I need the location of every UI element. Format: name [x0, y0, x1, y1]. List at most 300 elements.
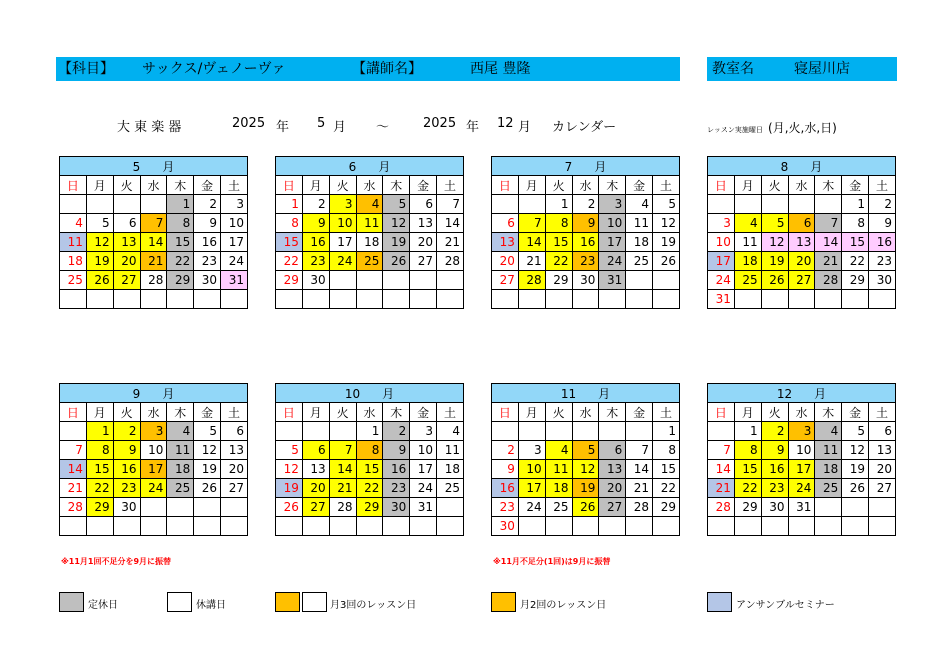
- day-cell: 13: [113, 233, 140, 252]
- day-cell: 12: [653, 214, 680, 233]
- day-cell: 21: [437, 233, 464, 252]
- day-cell: 26: [653, 252, 680, 271]
- day-cell: 10: [221, 214, 248, 233]
- empty-cell: [761, 290, 788, 309]
- day-cell: 10: [329, 214, 356, 233]
- weekday-header: 金: [842, 176, 869, 195]
- empty-cell: [410, 271, 437, 290]
- empty-cell: [869, 290, 896, 309]
- weekday-header: 水: [356, 403, 383, 422]
- empty-cell: [815, 290, 842, 309]
- room-value: 寝屋川店: [794, 61, 850, 77]
- month-number: 9: [132, 386, 141, 401]
- empty-cell: [60, 290, 87, 309]
- weekday-header: 日: [276, 403, 303, 422]
- day-cell: 24: [599, 252, 626, 271]
- day-cell: 16: [761, 460, 788, 479]
- day-cell: 4: [626, 195, 653, 214]
- calendar-month: [59, 383, 248, 536]
- day-cell: 14: [60, 460, 87, 479]
- day-cell: 17: [410, 460, 437, 479]
- day-cell: 15: [356, 460, 383, 479]
- day-cell: 1: [734, 422, 761, 441]
- day-cell: 24: [788, 479, 815, 498]
- end-month: 12: [497, 116, 514, 131]
- empty-cell: [653, 271, 680, 290]
- empty-cell: [842, 517, 869, 536]
- weekday-header: 金: [410, 176, 437, 195]
- day-cell: 2: [194, 195, 221, 214]
- day-cell: 2: [869, 195, 896, 214]
- month-suffix: 月: [378, 159, 391, 174]
- calendar-month: [59, 156, 248, 309]
- weekday-header: 金: [626, 176, 653, 195]
- day-cell: 1: [167, 195, 194, 214]
- day-cell: 22: [167, 252, 194, 271]
- day-cell: 27: [788, 271, 815, 290]
- week-row: [492, 195, 680, 214]
- week-row: [60, 460, 248, 479]
- day-cell: 24: [410, 479, 437, 498]
- day-cell: 16: [194, 233, 221, 252]
- day-cell: 11: [356, 214, 383, 233]
- day-cell: 27: [221, 479, 248, 498]
- week-row: [60, 422, 248, 441]
- week-row: [60, 479, 248, 498]
- empty-cell: [140, 517, 167, 536]
- day-cell: 7: [626, 441, 653, 460]
- month-number: 6: [348, 159, 357, 174]
- empty-cell: [302, 517, 329, 536]
- day-cell: 11: [734, 233, 761, 252]
- day-cell: 25: [437, 479, 464, 498]
- weekday-header: 木: [815, 176, 842, 195]
- weekday-header: 木: [599, 176, 626, 195]
- empty-cell: [653, 290, 680, 309]
- empty-cell: [86, 290, 113, 309]
- month-number: 10: [344, 386, 361, 401]
- day-cell: 6: [492, 214, 519, 233]
- legend-swatch-white: [167, 592, 192, 612]
- day-cell: 3: [518, 441, 545, 460]
- empty-cell: [113, 195, 140, 214]
- empty-cell: [788, 517, 815, 536]
- day-cell: 3: [708, 214, 735, 233]
- legend-swatch-white: [302, 592, 327, 612]
- empty-cell: [437, 517, 464, 536]
- week-row: [60, 517, 248, 536]
- day-cell: 8: [356, 441, 383, 460]
- day-cell: 28: [708, 498, 735, 517]
- day-cell: 23: [383, 479, 410, 498]
- empty-cell: [518, 290, 545, 309]
- day-cell: 29: [653, 498, 680, 517]
- day-cell: 13: [788, 233, 815, 252]
- weekday-header: 木: [167, 403, 194, 422]
- day-cell: 25: [545, 498, 572, 517]
- weekday-header: 火: [113, 403, 140, 422]
- empty-cell: [492, 422, 519, 441]
- day-cell: 29: [545, 271, 572, 290]
- day-cell: 28: [60, 498, 87, 517]
- empty-cell: [518, 195, 545, 214]
- day-cell: 18: [734, 252, 761, 271]
- empty-cell: [329, 271, 356, 290]
- week-row: [276, 271, 464, 290]
- day-cell: 6: [410, 195, 437, 214]
- day-cell: 11: [626, 214, 653, 233]
- weekday-header: 土: [221, 403, 248, 422]
- day-cell: 29: [276, 271, 303, 290]
- weekday-header: 日: [492, 176, 519, 195]
- week-row: [492, 252, 680, 271]
- day-cell: 5: [572, 441, 599, 460]
- empty-cell: [815, 498, 842, 517]
- day-cell: 29: [842, 271, 869, 290]
- day-cell: 3: [599, 195, 626, 214]
- weekday-header: 火: [545, 403, 572, 422]
- day-cell: 15: [545, 233, 572, 252]
- day-cell: 26: [761, 271, 788, 290]
- empty-cell: [437, 498, 464, 517]
- day-cell: 18: [60, 252, 87, 271]
- header-bar: [56, 57, 680, 81]
- weekday-header: 月: [302, 403, 329, 422]
- day-cell: 11: [437, 441, 464, 460]
- day-cell: 24: [329, 252, 356, 271]
- empty-cell: [653, 517, 680, 536]
- empty-cell: [492, 195, 519, 214]
- empty-cell: [302, 290, 329, 309]
- day-cell: 8: [734, 441, 761, 460]
- day-cell: 12: [761, 233, 788, 252]
- empty-cell: [599, 517, 626, 536]
- day-cell: 25: [60, 271, 87, 290]
- weekday-header: 火: [761, 403, 788, 422]
- week-row: [492, 517, 680, 536]
- day-cell: 30: [383, 498, 410, 517]
- day-cell: 17: [140, 460, 167, 479]
- day-cell: 13: [221, 441, 248, 460]
- empty-cell: [761, 517, 788, 536]
- empty-cell: [410, 290, 437, 309]
- day-cell: 12: [842, 441, 869, 460]
- day-cell: 28: [518, 271, 545, 290]
- day-cell: 4: [60, 214, 87, 233]
- weekday-header: 日: [708, 403, 735, 422]
- weekday-header: 土: [437, 403, 464, 422]
- empty-cell: [221, 498, 248, 517]
- day-cell: 6: [302, 441, 329, 460]
- empty-cell: [518, 517, 545, 536]
- empty-cell: [383, 290, 410, 309]
- day-cell: 28: [815, 271, 842, 290]
- empty-cell: [383, 271, 410, 290]
- start-year-unit: 年: [276, 120, 290, 135]
- start-month-unit: 月: [333, 120, 347, 135]
- month-suffix: 月: [594, 159, 607, 174]
- day-cell: 18: [626, 233, 653, 252]
- day-cell: 31: [410, 498, 437, 517]
- calendar-month: [707, 156, 896, 309]
- weekday-header: 月: [734, 403, 761, 422]
- day-cell: 30: [572, 271, 599, 290]
- calendar-word: カレンダー: [552, 120, 617, 135]
- week-row: [492, 441, 680, 460]
- day-cell: 31: [599, 271, 626, 290]
- empty-cell: [140, 195, 167, 214]
- day-cell: 20: [492, 252, 519, 271]
- day-cell: 14: [815, 233, 842, 252]
- empty-cell: [60, 517, 87, 536]
- day-cell: 5: [194, 422, 221, 441]
- day-cell: 2: [761, 422, 788, 441]
- week-row: [708, 479, 896, 498]
- week-row: [708, 441, 896, 460]
- day-cell: 29: [86, 498, 113, 517]
- empty-cell: [734, 517, 761, 536]
- day-cell: 14: [708, 460, 735, 479]
- day-cell: 10: [599, 214, 626, 233]
- day-cell: 14: [626, 460, 653, 479]
- empty-cell: [815, 195, 842, 214]
- empty-cell: [626, 271, 653, 290]
- day-cell: 26: [194, 479, 221, 498]
- day-cell: 20: [113, 252, 140, 271]
- day-cell: 27: [410, 252, 437, 271]
- day-cell: 3: [788, 422, 815, 441]
- day-cell: 8: [167, 214, 194, 233]
- range-tilde: ～: [376, 120, 390, 135]
- week-row: [708, 517, 896, 536]
- day-cell: 24: [518, 498, 545, 517]
- day-cell: 8: [276, 214, 303, 233]
- empty-cell: [356, 271, 383, 290]
- empty-cell: [708, 422, 735, 441]
- empty-cell: [626, 290, 653, 309]
- day-cell: 10: [708, 233, 735, 252]
- day-cell: 14: [140, 233, 167, 252]
- week-row: [708, 422, 896, 441]
- day-cell: 1: [86, 422, 113, 441]
- empty-cell: [167, 290, 194, 309]
- week-row: [492, 271, 680, 290]
- weekday-header: 木: [599, 403, 626, 422]
- empty-cell: [221, 517, 248, 536]
- day-cell: 24: [708, 271, 735, 290]
- day-cell: 19: [194, 460, 221, 479]
- legend-ensemble: アンサンブルセミナー: [736, 600, 835, 611]
- month-header: [492, 157, 680, 176]
- empty-cell: [572, 422, 599, 441]
- empty-cell: [140, 290, 167, 309]
- empty-cell: [329, 290, 356, 309]
- day-cell: 7: [518, 214, 545, 233]
- day-cell: 22: [653, 479, 680, 498]
- weekday-header: 土: [653, 176, 680, 195]
- day-cell: 7: [437, 195, 464, 214]
- weekday-header: 月: [734, 176, 761, 195]
- legend-swatch-blue: [707, 592, 732, 612]
- week-row: [60, 498, 248, 517]
- empty-cell: [761, 195, 788, 214]
- week-row: [276, 290, 464, 309]
- day-cell: 6: [869, 422, 896, 441]
- empty-cell: [410, 517, 437, 536]
- empty-cell: [276, 517, 303, 536]
- day-cell: 19: [761, 252, 788, 271]
- day-cell: 31: [788, 498, 815, 517]
- empty-cell: [788, 290, 815, 309]
- weekday-header: 日: [708, 176, 735, 195]
- day-cell: 16: [572, 233, 599, 252]
- week-row: [708, 214, 896, 233]
- day-cell: 7: [329, 441, 356, 460]
- week-row: [60, 252, 248, 271]
- empty-cell: [545, 290, 572, 309]
- day-cell: 16: [869, 233, 896, 252]
- empty-cell: [167, 517, 194, 536]
- day-cell: 15: [276, 233, 303, 252]
- day-cell: 16: [383, 460, 410, 479]
- day-cell: 27: [492, 271, 519, 290]
- empty-cell: [140, 498, 167, 517]
- empty-cell: [194, 290, 221, 309]
- weekday-header: 金: [194, 176, 221, 195]
- day-cell: 3: [329, 195, 356, 214]
- day-cell: 7: [140, 214, 167, 233]
- empty-cell: [86, 195, 113, 214]
- day-cell: 8: [545, 214, 572, 233]
- day-cell: 27: [869, 479, 896, 498]
- day-cell: 9: [113, 441, 140, 460]
- day-cell: 7: [60, 441, 87, 460]
- day-cell: 10: [788, 441, 815, 460]
- empty-cell: [329, 422, 356, 441]
- day-cell: 10: [140, 441, 167, 460]
- weekday-header: 月: [518, 403, 545, 422]
- empty-cell: [572, 290, 599, 309]
- day-cell: 4: [734, 214, 761, 233]
- empty-cell: [113, 290, 140, 309]
- weekday-header: 木: [383, 403, 410, 422]
- note-november: ※11月不足分(1回)は9月に振替: [493, 557, 611, 566]
- day-cell: 20: [599, 479, 626, 498]
- month-header: [60, 157, 248, 176]
- week-row: [708, 195, 896, 214]
- day-cell: 21: [329, 479, 356, 498]
- day-cell: 30: [761, 498, 788, 517]
- empty-cell: [221, 290, 248, 309]
- day-cell: 28: [437, 252, 464, 271]
- day-cell: 27: [599, 498, 626, 517]
- day-cell: 17: [518, 479, 545, 498]
- weekday-header: 日: [276, 176, 303, 195]
- week-row: [708, 498, 896, 517]
- day-cell: 7: [708, 441, 735, 460]
- day-cell: 18: [167, 460, 194, 479]
- day-cell: 30: [869, 271, 896, 290]
- week-row: [492, 290, 680, 309]
- day-cell: 10: [410, 441, 437, 460]
- day-cell: 10: [518, 460, 545, 479]
- day-cell: 9: [869, 214, 896, 233]
- day-cell: 22: [545, 252, 572, 271]
- day-cell: 22: [356, 479, 383, 498]
- week-row: [492, 479, 680, 498]
- month-header: [492, 384, 680, 403]
- day-cell: 8: [86, 441, 113, 460]
- day-cell: 5: [86, 214, 113, 233]
- day-cell: 1: [842, 195, 869, 214]
- month-suffix: 月: [382, 386, 395, 401]
- weekday-header: 金: [410, 403, 437, 422]
- week-row: [276, 460, 464, 479]
- day-cell: 17: [708, 252, 735, 271]
- month-number: 12: [776, 386, 793, 401]
- legend-three-per-month: 月3回のレッスン日: [330, 600, 417, 611]
- day-cell: 23: [492, 498, 519, 517]
- empty-cell: [572, 517, 599, 536]
- week-row: [276, 517, 464, 536]
- day-cell: 12: [572, 460, 599, 479]
- day-cell: 25: [356, 252, 383, 271]
- month-header: [276, 384, 464, 403]
- day-cell: 5: [276, 441, 303, 460]
- end-year-unit: 年: [466, 120, 480, 135]
- lesson-days-value: (月,火,水,日): [768, 121, 837, 135]
- weekday-header: 木: [167, 176, 194, 195]
- empty-cell: [708, 517, 735, 536]
- day-cell: 31: [708, 290, 735, 309]
- weekday-header: 火: [329, 403, 356, 422]
- day-cell: 2: [113, 422, 140, 441]
- week-row: [60, 441, 248, 460]
- day-cell: 23: [194, 252, 221, 271]
- month-header: [60, 384, 248, 403]
- day-cell: 9: [383, 441, 410, 460]
- empty-cell: [356, 517, 383, 536]
- week-row: [708, 460, 896, 479]
- week-row: [708, 290, 896, 309]
- day-cell: 19: [653, 233, 680, 252]
- day-cell: 8: [842, 214, 869, 233]
- day-cell: 13: [492, 233, 519, 252]
- day-cell: 5: [653, 195, 680, 214]
- day-cell: 26: [383, 252, 410, 271]
- weekday-header: 火: [545, 176, 572, 195]
- day-cell: 27: [113, 271, 140, 290]
- weekday-header: 日: [60, 176, 87, 195]
- empty-cell: [842, 498, 869, 517]
- day-cell: 28: [626, 498, 653, 517]
- day-cell: 26: [842, 479, 869, 498]
- day-cell: 18: [356, 233, 383, 252]
- start-year: 2025: [232, 116, 266, 131]
- day-cell: 26: [276, 498, 303, 517]
- day-cell: 28: [140, 271, 167, 290]
- week-row: [492, 233, 680, 252]
- empty-cell: [869, 498, 896, 517]
- month-header: [708, 384, 896, 403]
- week-row: [492, 498, 680, 517]
- day-cell: 1: [276, 195, 303, 214]
- weekday-header: 金: [842, 403, 869, 422]
- day-cell: 25: [626, 252, 653, 271]
- empty-cell: [276, 290, 303, 309]
- empty-cell: [329, 517, 356, 536]
- day-cell: 23: [761, 479, 788, 498]
